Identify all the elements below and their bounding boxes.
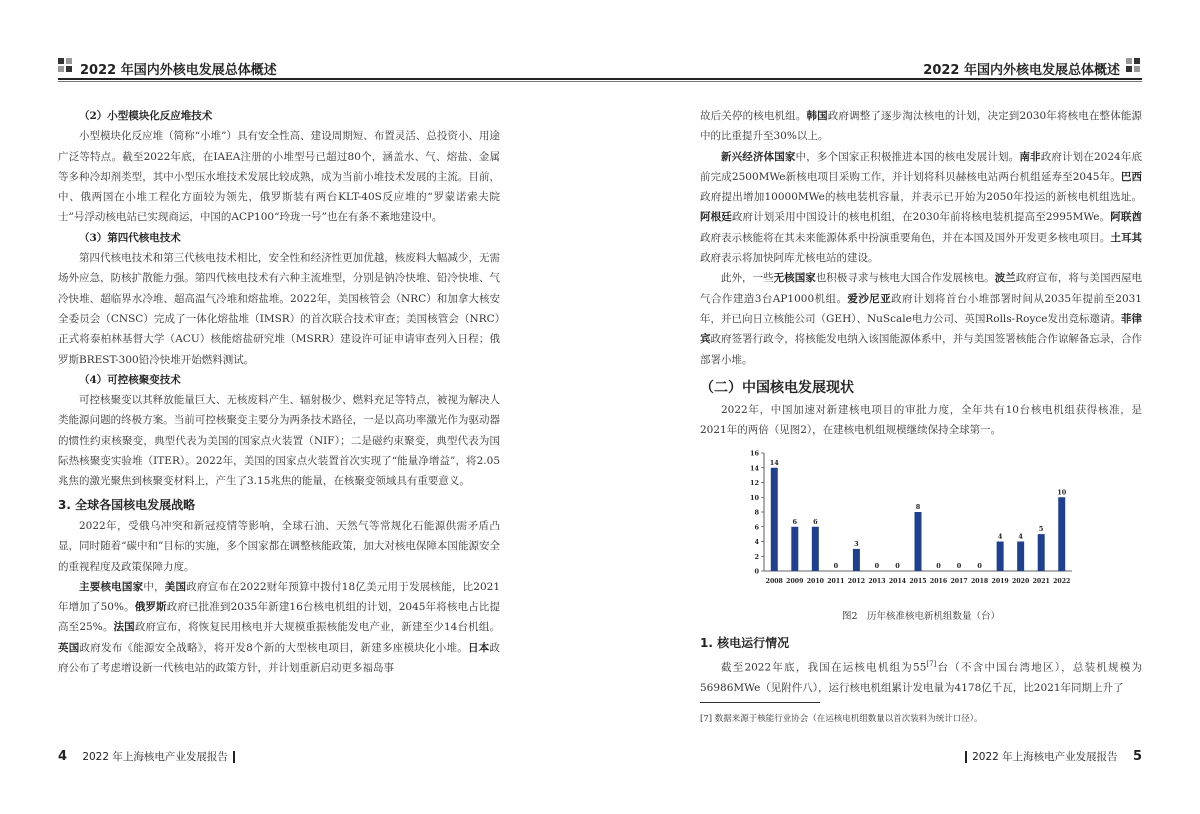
paragraph-gen4: 第四代核电技术和第三代核电技术相比，安全性和经济性更加优越，核废料大幅减少，无需场外应急，防核扩散能力强。第四代核电技术有六种主流堆型，分别是钠冷快堆、铅冷快堆、气冷快堆、超临界水冷堆、超高温气冷堆和熔盐堆。2022年，美国核管会（NRC）和加拿大核安全委员会（CNSC）完成了一体化熔盐堆（IMSR）的首次联合技术审查；美国核管会（NRC）正式将泰柏林基督大学（ACU）核能熔盐研究堆（MSRR）建设许可证申请审查列入日程；俄罗斯BREST-300铅冷快堆开始燃料测试。 [58, 252, 500, 366]
x-tick-label: 2018 [970, 577, 989, 585]
x-tick-label: 2011 [827, 577, 845, 585]
paragraph-china-status: 2022年，中国加速对新建核电项目的审批力度，全年共有10台核电机组获得核准，是2021年的两倍（见图2），在建核电机组规模继续保持全球第一。 [700, 404, 1142, 437]
data-label: 4 [997, 532, 1003, 541]
x-tick-label: 2016 [929, 577, 948, 585]
subheading-gen4: （3）第四代核电技术 [79, 231, 181, 244]
data-label: 3 [854, 539, 859, 548]
left-body [58, 106, 500, 678]
bar [771, 468, 778, 571]
x-tick-label: 2019 [991, 577, 1009, 585]
bar [915, 512, 922, 571]
y-tick-label: 10 [749, 493, 759, 502]
data-label: 4 [1018, 532, 1023, 541]
data-label: 10 [1057, 488, 1067, 496]
section-heading-strategy: 3. 全球各国核电发展战略 [58, 497, 196, 512]
section-heading-operations: 1. 核电运行情况 [700, 636, 790, 651]
footnote: [7] 数据来源于核能行业协会（在运核电机组数量以首次装料为统计口径）。 [700, 714, 983, 724]
footer-divider [965, 751, 967, 763]
y-tick-label: 4 [754, 537, 759, 546]
paragraph-non-nuclear-countries: 此外，一些无核国家也积极寻求与核电大国合作发展核电。波兰政府宣布，将与美国西屋电气合作建造3台AP1000机组。爱沙尼亚政府计划将首台小堆部署时间从2035年提前至2031年，并已向日立核能公司（GEH）、NuScale电力公司、英国Rolls-Royce发出竞标邀请。菲律宾政府签署行政令，将核能发电纳入该国能源体系中，并与美国签署核能合作谅解备忘录，合作部署小堆。 [700, 272, 1143, 366]
header-squares-icon [58, 58, 74, 74]
paragraph-strategy-intro: 2022年，受俄乌冲突和新冠疫情等影响，全球石油、天然气等常规化石能源供需矛盾凸显，同时随着“碳中和”目标的实施，多个国家都在调整核能政策，加大对核电保障本国能源安全的重视程度及政策保障力度。 [58, 519, 500, 573]
bar [791, 527, 798, 571]
y-tick-label: 8 [754, 508, 759, 517]
bar [997, 541, 1004, 571]
footnote-rule [700, 702, 820, 703]
page-footer [58, 746, 235, 765]
page-number: 5 [1132, 749, 1142, 764]
bar-chart-svg [740, 447, 1080, 595]
paragraph-fusion: 可控核聚变以其释放能量巨大、无核废料产生、辐射极少、燃料充足等特点，被视为解决人类能源问题的终极方案。当前可控核聚变主要分为两条技术路径，一是以高功率激光作为驱动器的惯性约束核聚变，典型代表为美国的国家点火装置（NIF）；二是磁约束聚变，典型代表为国际热核聚变实验堆（ITER）。2022年，美国的国家点火装置首次实现了“能量净增益”，将2.05兆焦的激光聚焦到核聚变材料上，产生了3.15兆焦的能量，在核聚变领域具有重要意义。 [58, 394, 500, 488]
data-label: 0 [956, 561, 962, 570]
page-number: 4 [58, 749, 68, 764]
data-label: 0 [833, 561, 839, 570]
x-tick-label: 2010 [806, 577, 824, 585]
x-tick-label: 2014 [888, 577, 907, 585]
page-header [58, 56, 600, 82]
page-footer [965, 746, 1142, 765]
bar [1058, 497, 1065, 571]
bar [1038, 534, 1045, 571]
x-tick-label: 2017 [950, 577, 968, 585]
footer-divider [233, 751, 235, 763]
header-title: 2022 年国内外核电发展总体概述 [923, 63, 1120, 78]
bar [812, 527, 819, 571]
subheading-smr: （2）小型模块化反应堆技术 [79, 110, 213, 122]
approved-units-chart [700, 447, 1142, 607]
bar [1017, 541, 1024, 571]
subheading-fusion: （4）可控核聚变技术 [79, 373, 181, 386]
chart-caption: 图2 历年核准核电新机组数量（台） [841, 610, 1001, 622]
paragraph-operations: 截至2022年底，我国在运核电机组为55[7]台（不含中国台湾地区），总装机规模为56986MWe（见附件八），运行核电机组累计发电量为4178亿千瓦，比2021年同期上升了 [700, 660, 1142, 695]
y-tick-label: 0 [754, 567, 759, 576]
page-header [600, 56, 1142, 82]
paragraph-continued: 故后关停的核电机组。韩国政府调整了逐步淘汰核电的计划，决定到2030年将核电在整体能源中的比重提升至30%以上。 [700, 110, 1142, 143]
y-tick-label: 6 [754, 523, 759, 531]
paragraph-smr: 小型模块化反应堆（简称“小堆”）具有安全性高、建设周期短、布置灵活、总投资小、用途广泛等特点。截至2022年底，在IAEA注册的小堆型号已超过80个，涵盖水、气、熔盐、金属等多种冷却剂类型，其中小型压水堆技术发展比较成熟，成为当前小堆技术发展的主流。目前，中、俄两国在小堆工程化方面较为领先，俄罗斯装有两台KLT-40S反应堆的“罗蒙诺索夫院士”号浮动核电站已实现商运，中国的ACP100“玲珑一号”也在有条不紊地建设中。 [58, 130, 500, 224]
right-page [600, 0, 1200, 814]
x-tick-label: 2021 [1032, 577, 1050, 585]
x-tick-label: 2013 [868, 577, 886, 585]
data-label: 6 [792, 517, 798, 526]
data-label: 14 [769, 458, 779, 467]
data-label: 0 [895, 561, 900, 570]
x-tick-label: 2012 [847, 577, 866, 585]
x-tick-label: 2015 [909, 577, 927, 585]
data-label: 0 [874, 561, 880, 570]
y-tick-label: 14 [749, 464, 759, 472]
data-label: 0 [977, 561, 982, 570]
x-tick-label: 2008 [765, 577, 783, 585]
footer-report-title: 2022 年上海核电产业发展报告 [972, 751, 1118, 763]
header-title: 2022 年国内外核电发展总体概述 [80, 63, 277, 78]
paragraph-major-countries: 主要核电国家中，美国政府宣布在2022财年预算中拨付18亿美元用于发展核能，比2021年增加了50%。俄罗斯政府已批准到2035年新建16台核电机组的计划，2045年将核电占比提高至25%。法国政府宣布，将恢复民用核电并大规模重振核能发电产业，新建至少14台机组。英国政府发布《能源安全战略》，将开发8个新的大型核电项目，新建多座模块化小堆。日本政府公布了考虑增设新一代核电站的政策方针，并计划重新启动更多福岛事 [58, 580, 501, 675]
header-rule [600, 78, 1142, 82]
footnote-ref: [7] [926, 660, 937, 669]
x-tick-label: 2020 [1012, 577, 1030, 585]
x-tick-label: 2009 [786, 577, 804, 585]
section-heading-china: （二）中国核电发展现状 [700, 379, 854, 396]
data-label: 8 [915, 502, 921, 511]
x-tick-label: 2022 [1053, 577, 1071, 585]
data-label: 6 [813, 517, 818, 526]
y-tick-label: 12 [749, 478, 759, 487]
right-body [700, 106, 1142, 698]
data-label: 5 [1038, 524, 1044, 533]
header-rule [58, 78, 600, 82]
footer-report-title: 2022 年上海核电产业发展报告 [82, 751, 228, 763]
bar [853, 549, 860, 571]
paragraph-emerging-economies: 新兴经济体国家中，多个国家正积极推进本国的核电发展计划。南非政府计划在2024年底前完成2500MWe新核电项目采购工作，并计划将科贝赫核电站两台机组延寿至2045年。巴西政府提出增加10000MWe的核电装机容量，并表示已开始为2050年投运的新核电机组选址。阿根廷政府计划采用中国设计的核电机组，在2030年前将核电装机提高至2995MWe。阿联酋政府表示核能将在其未来能源体系中扮演重要角色，并在本国及国外开发更多核电项目。土耳其政府表示将加快阿库尤核电站的建设。 [700, 150, 1143, 265]
data-label: 0 [936, 561, 941, 570]
y-tick-label: 16 [749, 449, 759, 458]
y-tick-label: 2 [754, 552, 759, 561]
header-squares-icon [1126, 58, 1142, 74]
